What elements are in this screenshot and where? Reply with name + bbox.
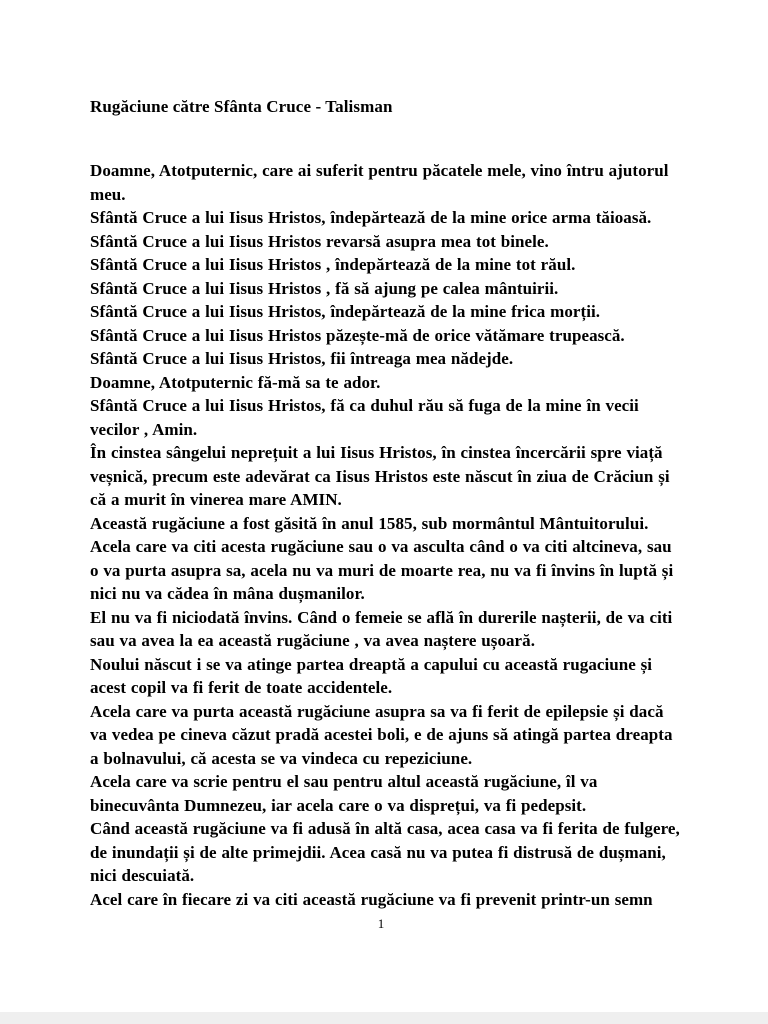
paragraph: Sfântă Cruce a lui Iisus Hristos revarsă asupra mea tot binele.: [90, 231, 549, 251]
paragraph: În cinstea sângelui neprețuit a lui Iisus Hristos, în cinstea încercării spre viață veșnică, precum este adevărat ca Iisus Hristos este născut în ziua de Crăciun și că a murit în vinerea mare AMIN.: [90, 443, 670, 509]
paragraph: Sfântă Cruce a lui Iisus Hristos , îndepărtează de la mine tot răul.: [90, 255, 576, 274]
page-number: 1: [377, 916, 385, 931]
paragraph: Sfântă Cruce a lui Iisus Hristos, fii întreaga mea nădejde.: [90, 349, 514, 368]
paragraph: El nu va fi niciodată învins. Când o femeie se află în durerile nașterii, de va citi sau va avea la ea această rugăciune , va avea naștere ușoară.: [90, 607, 673, 650]
paragraph: Când această rugăciune va fi adusă în altă casa, acea casa va fi ferita de fulgere, de inundații și de alte primejdii. Acea casă nu va putea fi distrusă de dușmani, nici descuiată.: [90, 819, 680, 885]
paragraph: Doamne, Atotputernic fă-mă sa te ador.: [90, 372, 381, 392]
page-bottom-gap: [0, 1012, 768, 1024]
document-content: [90, 95, 680, 911]
paragraph: Noului născut i se va atinge partea dreaptă a capului cu această rugaciune și acest copil va fi ferit de toate accidentele.: [90, 654, 653, 697]
paragraph: Această rugăciune a fost găsită în anul 1585, sub mormântul Mântuitorului.: [90, 513, 649, 533]
paragraph: Sfântă Cruce a lui Iisus Hristos, îndepărtează de la mine orice arma tăioasă.: [90, 208, 652, 227]
paragraph: Sfântă Cruce a lui Iisus Hristos, fă ca duhul rău să fuga de la mine în vecii vecilor , Amin.: [90, 396, 639, 439]
paragraph: Sfântă Cruce a lui Iisus Hristos , fă să ajung pe calea mântuirii.: [90, 278, 559, 298]
paragraph: Doamne, Atotputernic, care ai suferit pentru păcatele mele, vino întru ajutorul meu.: [90, 161, 669, 204]
paragraph: Acel care în fiecare zi va citi această rugăciune va fi prevenit printr-un semn: [90, 889, 653, 909]
paragraph: Sfântă Cruce a lui Iisus Hristos, îndepărtează de la mine frica morții.: [90, 302, 601, 321]
paragraph: Acela care va purta această rugăciune asupra sa va fi ferit de epilepsie și dacă va vedea pe cineva căzut pradă acestei boli, e de ajuns să atingă partea dreapta a bolnavului, că acesta se va vindeca cu repeziciune.: [90, 701, 673, 768]
paragraph: Acela care va scrie pentru el sau pentru altul această rugăciune, îl va binecuvânta Dumnezeu, iar acela care o va disprețui, va fi pedepsit.: [90, 772, 598, 815]
document-title: Rugăciune către Sfânta Cruce - Talisman: [90, 97, 393, 116]
paragraph: Acela care va citi acesta rugăciune sau o va asculta când o va citi altcineva, sau o va purta asupra sa, acela nu va muri de moarte rea, nu va fi învins în luptă și nici nu va cădea în mâna dușmanilor.: [90, 537, 674, 603]
paragraph: Sfântă Cruce a lui Iisus Hristos păzește-mă de orice vătămare trupească.: [90, 325, 625, 345]
